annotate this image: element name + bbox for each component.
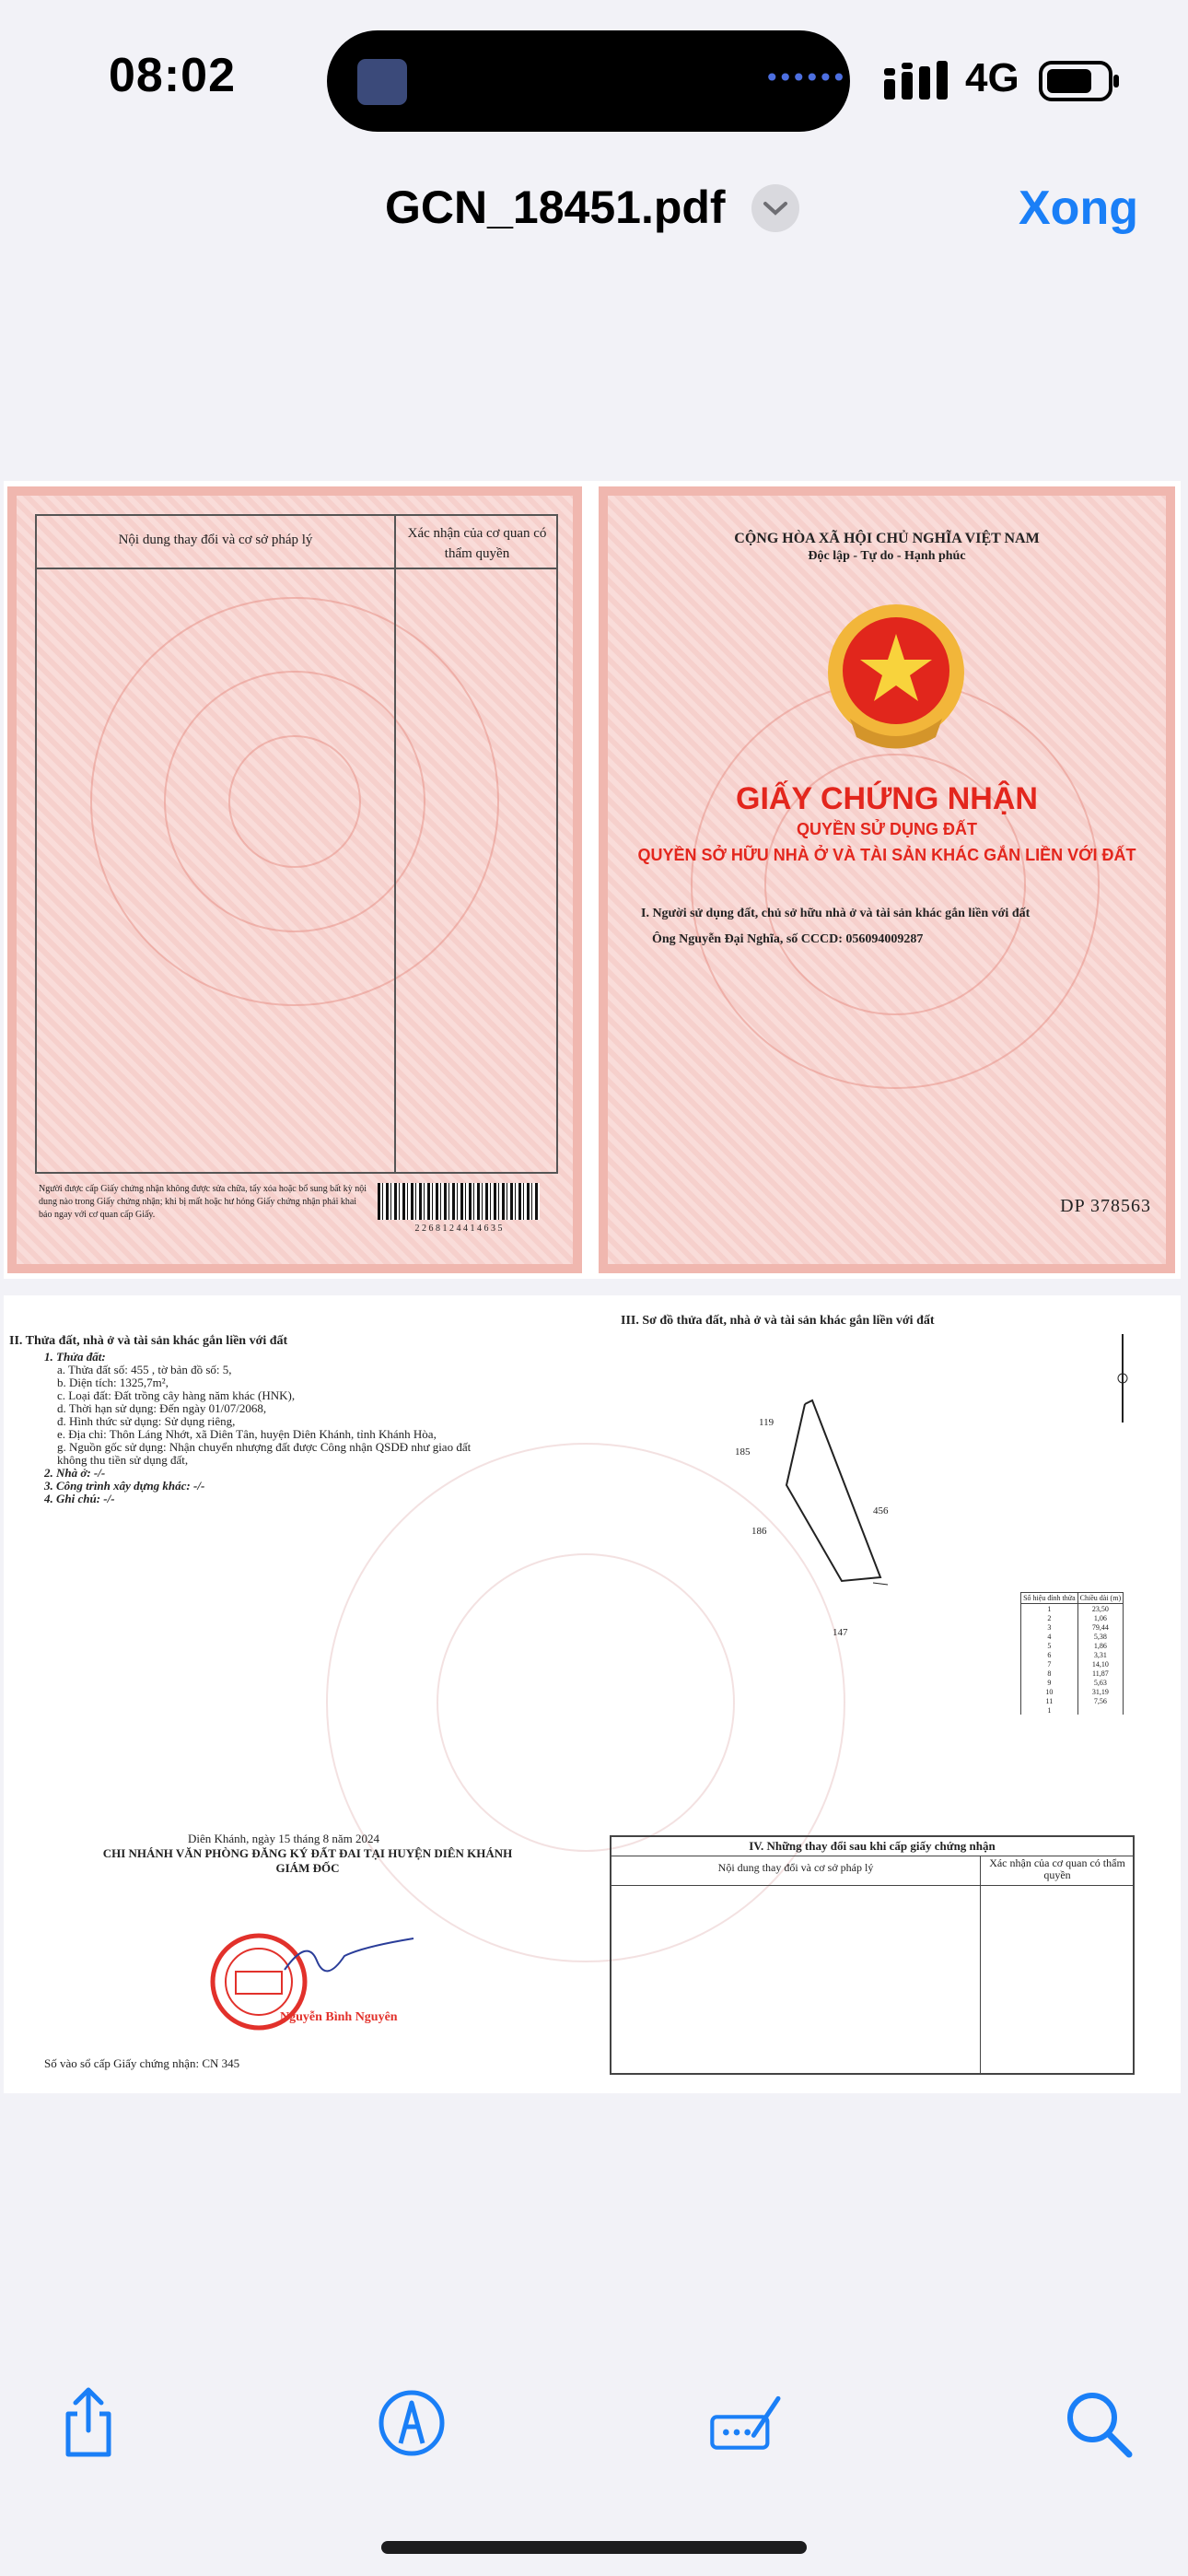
- serial-number: DP 378563: [1060, 1196, 1151, 1216]
- national-emblem-icon: [818, 599, 974, 755]
- vertex-cell: 3: [1021, 1622, 1078, 1632]
- markup-icon[interactable]: [375, 2386, 448, 2460]
- vertex-cell: 10: [1021, 1687, 1078, 1696]
- status-time: 08:02: [109, 49, 236, 102]
- map-label: 119: [759, 1417, 775, 1428]
- table-row: [1021, 1641, 1124, 1650]
- vertex-cell: 5: [1021, 1641, 1078, 1650]
- done-button[interactable]: Xong: [1019, 181, 1138, 235]
- vertex-cell: 1: [1021, 1705, 1078, 1715]
- vertex-cell: 8: [1021, 1669, 1078, 1678]
- chevron-down-icon[interactable]: [751, 184, 799, 232]
- signature-scribble: [280, 1933, 418, 1988]
- length-cell: 31,19: [1077, 1687, 1123, 1696]
- share-icon[interactable]: [52, 2386, 125, 2460]
- table-row: [1021, 1604, 1124, 1614]
- vertex-cell: 2: [1021, 1613, 1078, 1622]
- pdf-page-1[interactable]: [4, 481, 1181, 1279]
- nation-header: CỘNG HÒA XÃ HỘI CHỦ NGHĨA VIỆT NAM: [734, 531, 1040, 546]
- length-cell: 7,56: [1077, 1696, 1123, 1705]
- table-row: [1021, 1613, 1124, 1622]
- detail-line: 2. Nhà ở: -/-: [44, 1466, 106, 1480]
- table-row: [1021, 1687, 1124, 1696]
- certificate-left-page: [7, 486, 582, 1273]
- issuing-agency: CHI NHÁNH VĂN PHÒNG ĐĂNG KÝ ĐẤT ĐAI TẠI HUYỆN DIÊN KHÁNH: [102, 1846, 513, 1860]
- table-row: [1021, 1669, 1124, 1678]
- detail-line: a. Thửa đất số: 455 , tờ bản đồ số: 5,: [57, 1363, 232, 1376]
- length-cell: 1,06: [1077, 1613, 1123, 1622]
- table-divider: [611, 1885, 1133, 1886]
- change-after-issuance-table: [610, 1835, 1135, 2075]
- table-divider: [394, 516, 396, 1172]
- island-activity-icon: ••••••: [764, 63, 845, 93]
- section-1-heading: I. Người sử dụng đất, chủ sở hữu nhà ở và tài sản khác gắn liền với đất: [641, 907, 1031, 920]
- table-row: [1021, 1705, 1124, 1715]
- edge-length-table: [1020, 1592, 1124, 1715]
- island-thumbnail-icon: [357, 59, 407, 105]
- detail-line: 4. Ghi chú: -/-: [44, 1492, 115, 1505]
- table-row: [1021, 1622, 1124, 1632]
- pdf-page-2[interactable]: [4, 1295, 1181, 2093]
- parcel-details: [44, 1351, 560, 1505]
- length-cell: 3,31: [1077, 1650, 1123, 1659]
- vertex-cell: 9: [1021, 1678, 1078, 1687]
- certificate-subtitle-1: QUYỀN SỬ DỤNG ĐẤT: [797, 820, 977, 838]
- table-row: [1021, 1659, 1124, 1669]
- motto: Độc lập - Tự do - Hạnh phúc: [808, 549, 966, 563]
- footnote: Người được cấp Giấy chứng nhận không được sửa chữa, tẩy xóa hoặc bổ sung bất kỳ nội dung nào trong Giấy chứng nhận; khi bị mất hoặc hư hỏng Giấy chứng nhận phải khai báo ngay với cơ quan cấp Giấy.: [39, 1184, 367, 1220]
- length-cell: 1,86: [1077, 1641, 1123, 1650]
- section-4-col2: Xác nhận của cơ quan có thẩm quyền: [989, 1856, 1125, 1881]
- certificate-title: GIẤY CHỨNG NHẬN: [736, 781, 1038, 816]
- document-title[interactable]: GCN_18451.pdf: [385, 181, 726, 233]
- owner-line: Ông Nguyễn Đại Nghĩa, số CCCD: 056094009287: [652, 932, 924, 946]
- detail-line: đ. Hình thức sử dụng: Sử dụng riêng,: [57, 1414, 236, 1428]
- table-col1-header: Nội dung thay đổi và cơ sở pháp lý: [118, 533, 313, 547]
- section-4-col1: Nội dung thay đổi và cơ sở pháp lý: [717, 1861, 874, 1874]
- watermark-drum-inner: [437, 1553, 735, 1852]
- vertex-cell: 11: [1021, 1696, 1078, 1705]
- vertex-cell: 7: [1021, 1659, 1078, 1669]
- certificate-cover-page: [599, 486, 1175, 1273]
- map-label: 456: [873, 1505, 889, 1516]
- table-row: [1021, 1650, 1124, 1659]
- parcel-sketch: [704, 1397, 943, 1599]
- map-label: 185: [735, 1446, 751, 1458]
- north-arrow-icon: [1109, 1332, 1136, 1424]
- vertex-cell: 6: [1021, 1650, 1078, 1659]
- map-label: 186: [751, 1526, 767, 1537]
- length-cell: 14,10: [1077, 1659, 1123, 1669]
- section-4-heading: IV. Những thay đổi sau khi cấp giấy chứng nhận: [611, 1839, 1133, 1856]
- change-table: [35, 514, 558, 1174]
- certificate-subtitle-2: QUYỀN SỞ HỮU NHÀ Ở VÀ TÀI SẢN KHÁC GẮN LIỀN VỚI ĐẤT: [637, 846, 1136, 864]
- detail-line: d. Thời hạn sử dụng: Đến ngày 01/07/2068,: [57, 1401, 267, 1415]
- section-2-heading: II. Thửa đất, nhà ở và tài sản khác gắn liền với đất: [9, 1334, 288, 1348]
- length-cell: 5,38: [1077, 1632, 1123, 1641]
- detail-line: g. Nguồn gốc sử dụng: Nhận chuyển nhượng đất được Công nhận QSDĐ như giao đất: [57, 1440, 472, 1454]
- detail-line: 3. Công trình xây dựng khác: -/-: [44, 1479, 205, 1493]
- barcode: [378, 1183, 540, 1220]
- home-indicator[interactable]: [381, 2541, 807, 2554]
- detail-line: c. Loại đất: Đất trồng cây hàng năm khác (HNK),: [57, 1388, 296, 1402]
- barcode-number: 2 2 6 8 1 2 4 4 1 4 6 3 5: [414, 1224, 503, 1234]
- table-row: [1021, 1632, 1124, 1641]
- detail-line: không thu tiền sử dụng đất,: [57, 1453, 189, 1467]
- table-row: [1021, 1678, 1124, 1687]
- detail-line: e. Địa chỉ: Thôn Láng Nhớt, xã Diên Tân, huyện Diên Khánh, tỉnh Khánh Hòa,: [57, 1427, 437, 1441]
- table-row: [1021, 1593, 1124, 1604]
- search-icon[interactable]: [1061, 2386, 1135, 2460]
- signer-role: GIÁM ĐỐC: [275, 1861, 340, 1875]
- length-cell: [1077, 1705, 1123, 1715]
- signal-icon: [884, 61, 949, 100]
- table-divider: [980, 1856, 981, 2073]
- table-header: Số hiệu đỉnh thửa: [1021, 1593, 1078, 1604]
- sign-date: Diên Khánh, ngày 15 tháng 8 năm 2024: [188, 1832, 379, 1845]
- length-cell: 5,63: [1077, 1678, 1123, 1687]
- length-cell: 11,87: [1077, 1669, 1123, 1678]
- vertex-cell: 4: [1021, 1632, 1078, 1641]
- signature-icon[interactable]: [709, 2386, 783, 2460]
- length-cell: 23,50: [1077, 1604, 1123, 1614]
- length-cell: 79,44: [1077, 1622, 1123, 1632]
- map-label: 147: [833, 1627, 848, 1638]
- table-header: Chiều dài (m): [1077, 1593, 1123, 1604]
- section-3-heading: III. Sơ đồ thửa đất, nhà ở và tài sản khác gắn liền với đất: [621, 1314, 935, 1328]
- detail-line: 1. Thửa đất:: [44, 1350, 106, 1364]
- table-col2-header: Xác nhận của cơ quan có thẩm quyền: [407, 526, 547, 561]
- table-row: [1021, 1696, 1124, 1705]
- signer-name: Nguyễn Bình Nguyên: [280, 2010, 398, 2024]
- detail-line: b. Diện tích: 1325,7m²,: [57, 1376, 169, 1389]
- battery-icon: [1039, 61, 1122, 101]
- register-number: Số vào sổ cấp Giấy chứng nhận: CN 345: [44, 2056, 240, 2070]
- vertex-cell: 1: [1021, 1604, 1078, 1614]
- network-type: 4G: [965, 55, 1019, 100]
